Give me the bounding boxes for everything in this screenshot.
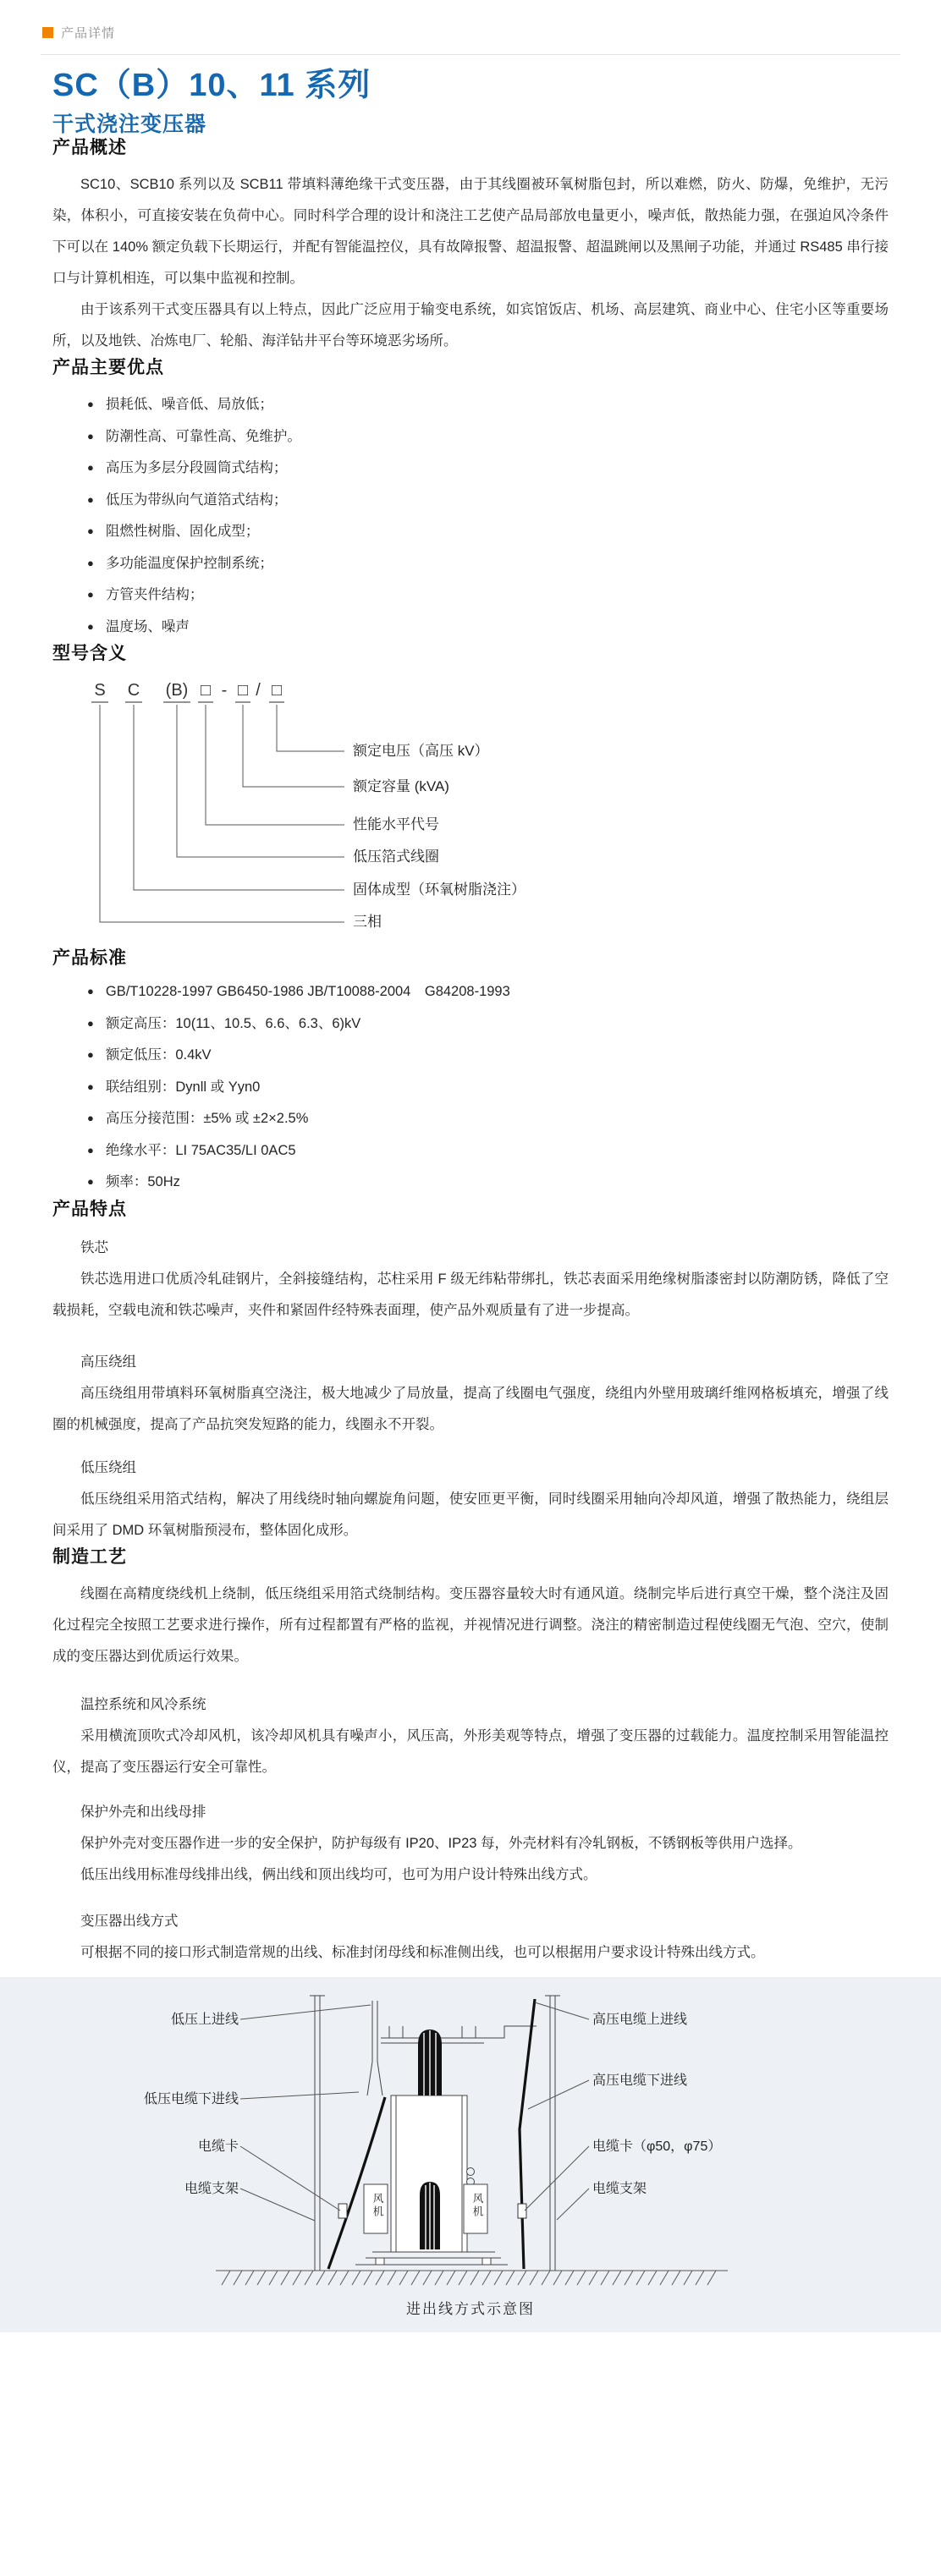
list-item: ● 方管夹件结构； bbox=[87, 579, 941, 612]
subsection-title: 保护外壳和出线母排 bbox=[80, 1804, 206, 1820]
model-symbol: C bbox=[127, 681, 140, 700]
subsection-text: 铁芯选用进口优质冷轧硅钢片，全斜接缝结构，芯柱采用 F 级无纬粘带绑扎，铁芯表面采用绝缘树脂漆密封以防潮防锈，降低了空载损耗，空载电流和铁芯噪声，夹件和紧固件经特殊表面理，使产品外观质量有了进一步提高。 bbox=[52, 1271, 889, 1318]
diagram-label: 低压电缆下进线 bbox=[143, 2091, 239, 2106]
fan-box-label: 风机 bbox=[371, 2192, 383, 2219]
model-label: 三相 bbox=[353, 914, 382, 930]
header-divider bbox=[41, 54, 900, 55]
model-symbol: □ bbox=[237, 681, 249, 700]
subsection-text: 可根据不同的接口形式制造常规的出线、标准封闭母线和标准侧出线，也可以根据用户要求设计特殊出线方式。 bbox=[80, 1944, 765, 1960]
list-item: ● 额定高压：10(11、10.5、6.6、6.3、6)kV bbox=[87, 1008, 941, 1041]
list-item: ● 多功能温度保护控制系统； bbox=[87, 548, 941, 580]
list-item: ● 高压分接范围：±5% 或 ±2×2.5% bbox=[87, 1103, 941, 1135]
model-label: 性能水平代号 bbox=[353, 816, 439, 832]
overview-paragraph: 由于该系列干式变压器具有以上特点，因此广泛应用于输变电系统，如宾馆饭店、机场、高层建筑、商业中心、住宅小区等重要场所，以及地铁、冶炼电厂、轮船、海洋钻井平台等环境恶劣场所。 bbox=[52, 302, 889, 349]
fan-box-label: 风机 bbox=[471, 2192, 483, 2219]
subsection-title: 高压绕组 bbox=[80, 1354, 136, 1370]
subsection-text: 保护外壳对变压器作进一步的安全保护，防护每级有 IP20、IP23 每，外壳材料有冷轧钢板，不锈钢板等供用户选择。 bbox=[80, 1835, 802, 1851]
list-item: ● GB/T10228-1997 GB6450-1986 JB/T10088-2004 G84208-1993 bbox=[87, 976, 941, 1008]
diagram-label: 电缆支架 bbox=[592, 2181, 647, 2196]
subsection-text: 低压绕组采用箔式结构，解决了用线绕时轴向螺旋角问题，使安匝更平衡，同时线圈采用轴向冷却风道，增强了散热能力，绕组层间采用了 DMD 环氧树脂预浸布，整体固化成形。 bbox=[52, 1491, 889, 1538]
mfg-enclosure bbox=[52, 1797, 889, 1891]
model-symbol: □ bbox=[271, 681, 283, 700]
standards-list bbox=[87, 976, 941, 1199]
subsection-text: 采用横流顶吹式冷却风机，该冷却风机具有噪声小，风压高，外形美观等特点，增强了变压器的过载能力。温度控制采用智能温控仪，提高了变压器运行安全可靠性。 bbox=[52, 1727, 889, 1775]
model-symbol: (B) bbox=[165, 681, 189, 700]
list-item: ● 高压为多层分段圆筒式结构； bbox=[87, 453, 941, 485]
diagram-label: 电缆卡 bbox=[197, 2139, 239, 2154]
subsection-title: 变压器出线方式 bbox=[80, 1913, 179, 1929]
list-item: ● 联结组别：Dynll 或 Yyn0 bbox=[87, 1072, 941, 1104]
orange-bullet-icon bbox=[42, 27, 53, 38]
model-meaning-diagram bbox=[52, 677, 941, 947]
page-header-label: 产品详情 bbox=[61, 26, 116, 41]
section-heading-overview: 产品概述 bbox=[52, 138, 127, 157]
feature-hv-winding bbox=[52, 1347, 889, 1441]
list-item: ● 频率：50Hz bbox=[87, 1167, 941, 1199]
diagram-label: 低压上进线 bbox=[170, 2012, 239, 2027]
list-item: ● 额定低压：0.4kV bbox=[87, 1040, 941, 1072]
outlet-diagram-svg bbox=[0, 1977, 941, 2332]
product-series-title: SC（B）10、11 系列 bbox=[52, 68, 371, 103]
model-symbol: / bbox=[256, 681, 261, 700]
ground-hatch bbox=[216, 2271, 728, 2285]
subsection-title: 温控系统和风冷系统 bbox=[80, 1696, 206, 1712]
model-label: 低压箔式线圈 bbox=[353, 849, 439, 865]
list-item: ● 防潮性高、可靠性高、免维护。 bbox=[87, 421, 941, 453]
page-header bbox=[0, 0, 941, 41]
section-heading-manufacturing: 制造工艺 bbox=[52, 1546, 127, 1567]
diagram-label: 电缆卡（φ50，φ75） bbox=[592, 2139, 722, 2154]
list-item: ● 损耗低、噪音低、局放低； bbox=[87, 389, 941, 421]
manufacturing-intro bbox=[52, 1579, 889, 1672]
model-symbol: - bbox=[221, 681, 228, 700]
list-item: ● 阻燃性树脂、固化成型； bbox=[87, 516, 941, 548]
bottom-spacer bbox=[0, 2332, 941, 2356]
section-heading-features: 产品特点 bbox=[52, 1199, 127, 1219]
section-heading-advantages: 产品主要优点 bbox=[52, 358, 164, 377]
feature-core bbox=[52, 1233, 889, 1326]
diagram-label: 高压电缆下进线 bbox=[592, 2073, 688, 2088]
connector-lines bbox=[100, 705, 344, 922]
subsection-title: 低压绕组 bbox=[80, 1459, 136, 1475]
diagram-caption: 进出线方式示意图 bbox=[406, 2300, 535, 2317]
model-symbol: □ bbox=[200, 681, 212, 700]
model-label: 固体成型（环氧树脂浇注） bbox=[353, 882, 526, 898]
section-heading-standards: 产品标准 bbox=[52, 948, 127, 968]
overview-paragraph: SC10、SCB10 系列以及 SCB11 带填料薄绝缘干式变压器，由于其线圈被环氧树脂包封，所以难燃，防火、防爆，免维护，无污染，体积小，可直接安装在负荷中心。同时科学合理的设计和浇注工艺使产品局部放电量更小，噪声低，散热能力强，在强迫风冷条件下可以在 140% 额定负载下长期运行，并配有智能温控仪，具有故障报警、超温报警、超温跳闸以及黑闸子功能，并通过 RS485 串行接口与计算机相连，可以集中监视和控制。 bbox=[52, 177, 889, 286]
mfg-cooling-system bbox=[52, 1689, 889, 1783]
mfg-outlet-mode bbox=[52, 1906, 889, 1969]
list-item: ● 温度场、噪声 bbox=[87, 612, 941, 644]
subsection-text: 高压绕组用带填料环氧树脂真空浇注，极大地减少了局放量，提高了线圈电气强度，绕组内外壁用玻璃纤维网格板填充，增强了线圈的机械强度，提高了产品抗突发短路的能力，线圈永不开裂。 bbox=[52, 1385, 889, 1432]
diagram-label: 高压电缆上进线 bbox=[592, 2012, 688, 2027]
overview-text bbox=[52, 169, 889, 357]
diagram-label: 电缆支架 bbox=[184, 2181, 239, 2196]
model-diagram-svg bbox=[52, 677, 856, 947]
subsection-title: 铁芯 bbox=[80, 1239, 108, 1255]
product-type-subtitle: 干式浇注变压器 bbox=[52, 113, 207, 136]
list-item: ● 绝缘水平：LI 75AC35/LI 0AC5 bbox=[87, 1135, 941, 1167]
section-heading-model: 型号含义 bbox=[52, 644, 127, 663]
model-label: 额定电压（高压 kV） bbox=[353, 743, 489, 759]
model-label: 额定容量 (kVA) bbox=[353, 778, 449, 794]
manufacturing-paragraph: 线圈在高精度绕线机上绕制，低压绕组采用箔式绕制结构。变压器容量较大时有通风道。绕制完毕后进行真空干燥，整个浇注及固化过程完全按照工艺要求进行操作，所有过程都置有严格的监视，并视情况进行调整。浇注的精密制造过程使线圈无气泡、空穴，使制成的变压器达到优质运行效果。 bbox=[52, 1585, 889, 1664]
feature-lv-winding bbox=[52, 1453, 889, 1546]
advantages-list bbox=[87, 389, 941, 643]
model-symbol: S bbox=[94, 681, 106, 700]
outlet-diagram-panel bbox=[0, 1977, 941, 2332]
subsection-text: 低压出线用标准母线排出线，俩出线和顶出线均可，也可为用户设计特殊出线方式。 bbox=[80, 1866, 597, 1882]
list-item: ● 低压为带纵向气道箔式结构； bbox=[87, 485, 941, 517]
